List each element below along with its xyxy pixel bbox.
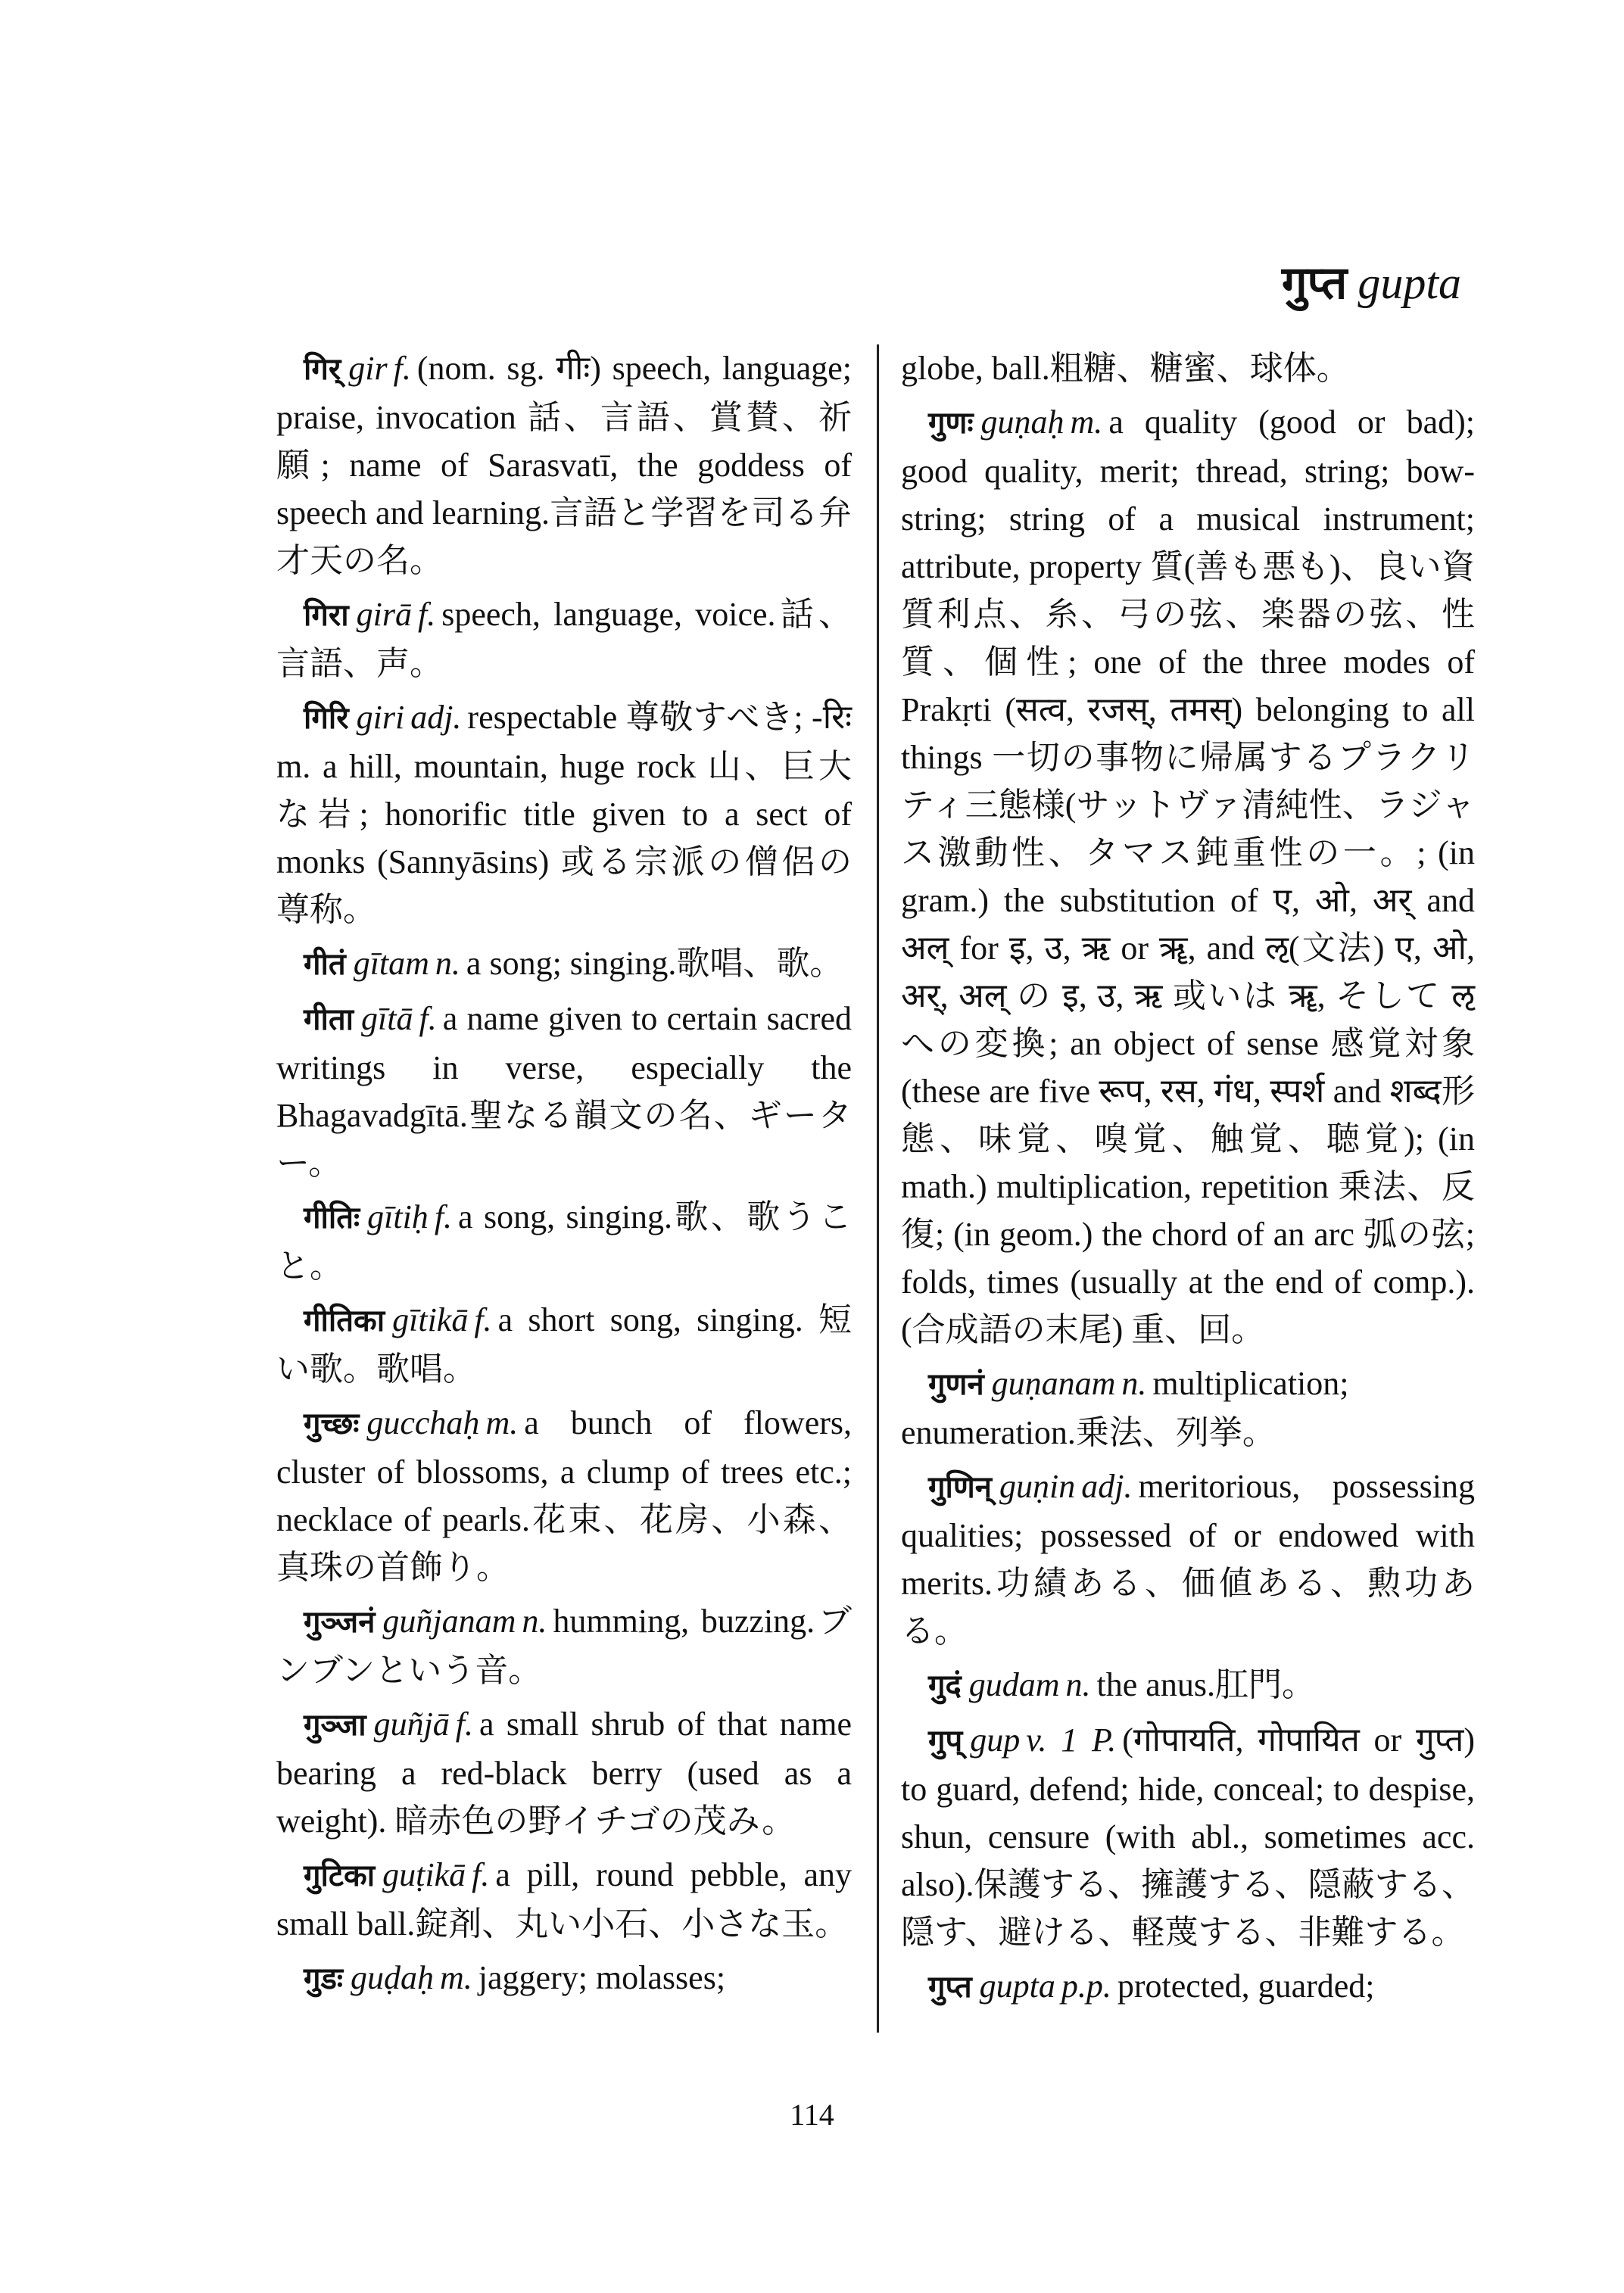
definition: a song; singing.歌唱、歌。 [466,945,843,982]
grammar-label: v. 1 P. [1026,1721,1117,1759]
dictionary-entry [901,1360,1475,1456]
transliteration: guṇin [999,1468,1076,1505]
grammar-label: n. [435,945,460,982]
transliteration: guñjā [373,1706,450,1743]
dictionary-entry [901,1463,1475,1655]
definition: a quality (good or bad); good quality, merit; thread, string; bow-string; string of a musical instrument; attribute, property 質(善も悪も)、良い資質利点、糸、弓の弦、楽器の弦、性質、個性; one of the three modes of Prakṛti (सत्व, रजस्, तमस्) belonging to all things 一切の事物に帰属するプラクリティ三態様(サットヴァ清純性、ラジャス激動性、タマス鈍重性の一。; (in gram.) the substitution of ए, ओ, अर् and अल् for इ, उ, ऋ or ॠ, and ऌ(文法) ए, ओ, अर्, अल् の इ, उ, ऋ 或いは ॠ, そして ऌへの変換; an object of sense 感覚対象(these are five रूप, रस, गंध, स्पर्श and शब्द形態、味覚、嗅覚、触覚、聴覚); (in math.) multiplication, repetition 乗法、反復; (in geom.) the chord of an arc 弧の弦; folds, times (usually at the end of comp.).(合成語の末尾) 重、回。 [901,403,1475,1348]
transliteration: giri [356,699,405,736]
transliteration: gucchaḥ [366,1404,480,1441]
running-head-devanagari: गुप्त [1281,257,1348,310]
dictionary-entry-continuation [901,344,1475,392]
dictionary-entry [276,1193,852,1290]
headword: गुच्छः [304,1407,360,1441]
headword: गिर् [304,352,341,387]
headword: गीता [304,1002,354,1037]
grammar-label: f. [455,1706,474,1743]
definition: humming, buzzing.ブンブンという音。 [276,1603,852,1689]
transliteration: gudam [968,1666,1060,1703]
headword: गुणः [928,406,974,441]
dictionary-entry [276,344,852,584]
dictionary-entry [276,693,852,933]
column-divider [877,344,879,2033]
grammar-label: m. [440,1959,472,1996]
dictionary-entry [276,1851,852,1948]
definition: a song, singing.歌、歌うこと。 [276,1198,852,1285]
transliteration: gītā [361,1000,413,1037]
grammar-label: adj. [410,699,462,736]
right-column [901,344,1475,2017]
grammar-label: f. [434,1198,453,1235]
transliteration: gītikā [392,1301,469,1338]
definition: a small shrub of that name bearing a red-black berry (used as a weight). 暗赤色の野イチゴの茂み。 [276,1706,852,1840]
transliteration: gupta [979,1967,1055,2005]
transliteration: girā [356,596,412,633]
grammar-label: n. [522,1603,547,1640]
running-head-roman: gupta [1357,258,1461,308]
grammar-label: m. [485,1404,519,1441]
headword: गुञ्जनं [304,1605,376,1640]
definition: the anus.肛門。 [1096,1666,1315,1703]
transliteration: guṇanam [991,1365,1116,1402]
definition: a pill, round pebble, any small ball.錠剤、丸い小石、小さな玉。 [276,1856,852,1943]
headword: गुप् [928,1724,963,1759]
page-number: 114 [790,2098,834,2132]
grammar-label: f. [393,350,411,387]
transliteration: guṭikā [382,1856,466,1893]
transliteration: gītiḥ [367,1198,429,1235]
headword: गीतिका [304,1304,385,1338]
headword: गुञ्जा [304,1708,366,1743]
grammar-label: n. [1065,1666,1091,1703]
dictionary-entry [276,1954,852,2003]
definition: a name given to certain sacred writings in verse, especially the Bhagavadgītā.聖なる韻文の名、ギーター。 [276,1000,852,1182]
dictionary-entry [276,995,852,1187]
transliteration: guṇaḥ [980,403,1064,441]
headword: गुटिका [304,1858,376,1893]
dictionary-entry [276,590,852,687]
dictionary-entry [276,1296,852,1393]
definition: meritorious, possessing qualities; possessed of or endowed with merits.功績ある、価値ある、勲功ある。 [901,1468,1475,1650]
grammar-label: n. [1121,1365,1147,1402]
dictionary-entry [901,1962,1475,2011]
dictionary-entry [901,1661,1475,1710]
definition: a bunch of flowers, cluster of blossoms, a clump of trees etc.; necklace of pearls.花束、花房、小森、真珠の首飾り。 [276,1404,852,1586]
transliteration: gītam [353,945,429,982]
transliteration: gir [348,350,388,387]
transliteration: guñjanam [382,1603,516,1640]
grammar-label: f. [472,1856,490,1893]
grammar-label: f. [417,596,436,633]
definition: a short song, singing. 短い歌。歌唱。 [276,1301,852,1388]
dictionary-entry [901,1716,1475,1956]
definition: (nom. sg. गीः) speech, language; praise, invocation 話、言語、賞賛、祈願; name of Sarasvatī, the goddess of speech and learning.言語と学習を司る弁才天の名。 [276,350,852,579]
headword: गीतिः [304,1201,360,1235]
grammar-label: f. [474,1301,492,1338]
definition: jaggery; molasses; [478,1959,726,1996]
headword: गिरि [304,701,349,736]
definition: (गोपायति, गोपायित or गुप्त) to guard, defend; hide, conceal; to despise, shun, censure (with abl., sometimes acc. also).保護する、擁護する、隠蔽する、隠す、避ける、軽蔑する、非難する。 [901,1721,1476,1951]
headword: गिरा [304,598,349,633]
dictionary-entry [276,1597,852,1694]
headword: गीतं [304,947,346,982]
left-column [276,344,852,2009]
transliteration: guḍaḥ [351,1959,434,1996]
grammar-label: m. [1070,403,1103,441]
definition: globe, ball.粗糖、糖蜜、球体。 [901,350,1350,387]
running-head [1282,250,1461,312]
definition: protected, guarded; [1117,1967,1375,2005]
headword: गुप्त [928,1970,972,2005]
definition: speech, language, voice.話、言語、声。 [276,596,852,682]
dictionary-entry [276,939,852,989]
grammar-label: adj. [1081,1468,1133,1505]
dictionary-entry [276,1700,852,1845]
transliteration: gup [970,1721,1021,1759]
headword: गुणनं [928,1367,984,1402]
headword: गुणिन् [928,1470,992,1505]
headword: गुडः [304,1961,343,1996]
grammar-label: f. [419,1000,437,1037]
headword: गुदं [928,1668,962,1703]
dictionary-entry [276,1399,852,1591]
definition: multiplication; enumeration.乗法、列挙。 [901,1365,1349,1451]
dictionary-entry [901,398,1475,1354]
grammar-label: p.p. [1061,1967,1111,2005]
definition: respectable 尊敬すべき; -रिः m. a hill, mountain, huge rock 山、巨大な岩; honorific title given to a sect of monks (Sannyāsins) 或る宗派の僧侶の尊称。 [276,699,852,928]
